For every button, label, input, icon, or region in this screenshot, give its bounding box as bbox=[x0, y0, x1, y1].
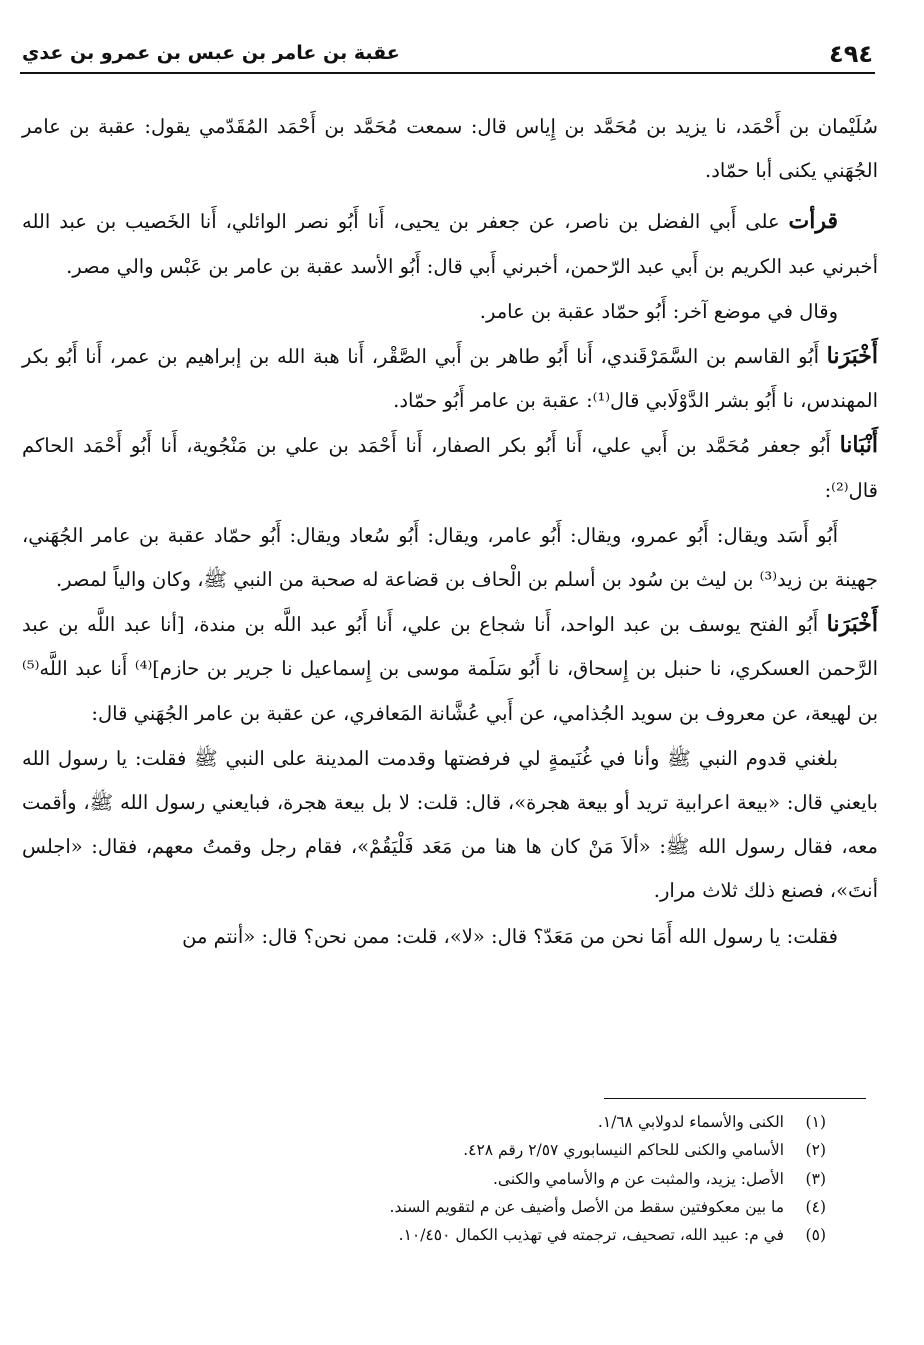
paragraph-text: بلغني قدوم النبي ﷺ وأنا في غُنَيمةٍ لي فرفضتها وقدمت المدينة على النبي ﷺ فقلت: يا رسول الله بايعني قال: «بيعة اعرابية تريد أو بيعة هجرة»، قال: قلت: لا بل بيعة هجرة، فبايعني رسول الله ﷺ، وأقمت معه، فقال رسول الله ﷺ: «ألاَ مَنْ كان ها هنا من مَعَد فَلْيَقُمْ»، فقام رجل وقمتُ معهم، فقال: «اجلس أنتَ»، فصنع ذلك ثلاث مرار. bbox=[22, 746, 878, 903]
footnote-number: (٢) bbox=[805, 1141, 826, 1160]
footnote-number: (٥) bbox=[805, 1226, 826, 1245]
paragraph-text: أَبُو أَسَد ويقال: أَبُو عمرو، ويقال: أَبُو عامر، ويقال: أَبُو سُعاد ويقال: أَبُو حمّاد عقبة بن عامر الجُهَني، جهينة بن زيد⁽³⁾ بن ليث بن سُود بن أسلم بن الْحاف بن قضاعة له صحبة من النبي ﷺ، وكان والياً لمصر. bbox=[22, 523, 878, 592]
footnote-1 bbox=[66, 1108, 826, 1136]
page-header bbox=[20, 38, 875, 74]
paragraph-1 bbox=[22, 104, 878, 193]
page-number: ٤٩٤ bbox=[829, 40, 873, 68]
paragraph-text: أَبُو الفتح يوسف بن عبد الواحد، أَنا شجاع بن علي، أَنا أَبُو عبد اللَّه بن مندة، [أنا عبد اللَّه بن عبد الرَّحمن العسكري، نا حنبل بن إِسحاق، نا أَبُو سَلَمة موسى بن إِسماعيل نا جرير بن حازم]⁽⁴⁾ أَنا عبد اللَّه⁽⁵⁾ بن لهيعة، عن معروف بن سويد الجُذامي، عن أَبي عُشَّانة المَعافري، عن عقبة بن عامر الجُهَني قال: bbox=[22, 613, 878, 725]
paragraph-9 bbox=[22, 914, 878, 959]
paragraph-4 bbox=[22, 334, 878, 423]
paragraph-lead: أَخْبَرَنا bbox=[826, 343, 878, 370]
footnote-4 bbox=[66, 1193, 826, 1221]
footnote-text: الكنى والأسماء لدولابي ١/٦٨. bbox=[597, 1113, 784, 1131]
paragraph-7 bbox=[22, 602, 878, 736]
footnote-text: الأصل: يزيد، والمثبت عن م والأسامي والكنى. bbox=[492, 1169, 784, 1188]
footnote-text: الأسامي والكنى للحاكم النيسابوري ٢/٥٧ رقم ٤٢٨. bbox=[463, 1141, 784, 1160]
paragraph-lead: أَخْبَرَنا bbox=[826, 611, 878, 638]
paragraph-8 bbox=[22, 736, 878, 914]
footnote-number: (٤) bbox=[805, 1197, 826, 1216]
footnote-number: (٣) bbox=[805, 1169, 826, 1188]
paragraph-2 bbox=[22, 199, 878, 288]
footnote-text: في م: عبيد الله، تصحيف، ترجمته في تهذيب الكمال ١٠/٤٥٠. bbox=[398, 1226, 784, 1245]
paragraph-3 bbox=[22, 289, 878, 334]
main-text bbox=[22, 104, 878, 959]
footnote-text: ما بين معكوفتين سقط من الأصل وأضيف عن م لتقويم السند. bbox=[389, 1197, 784, 1216]
paragraph-text: أَبُو القاسم بن السَّمَرْقَندي، أَنا أَبُو طاهر بن أَبي الصَّقْر، أَنا هبة الله بن إبراهيم بن عمر، أَنا أَبُو بكر المهندس، نا أَبُو بشر الدَّوْلَابي قال⁽¹⁾: عقبة بن عامر أَبُو حمّاد. bbox=[22, 345, 878, 413]
footnote-5 bbox=[66, 1221, 826, 1249]
running-title: عقبة بن عامر بن عبس بن عمرو بن عدي bbox=[22, 42, 400, 64]
paragraph-text: على أَبي الفضل بن ناصر، عن جعفر بن يحيى، أَنا أَبُو نصر الوائلي، أَنا الخَصيب بن عبد الله أخبرني عبد الكريم بن أَبي عبد الرّحمن، أخبرني أَبي قال: أَبُو الأسد عقبة بن عامر بن عَبْس والي مصر. bbox=[22, 210, 878, 278]
paragraph-text: أَبُو جعفر مُحَمَّد بن أَبي علي، أَنا أَبُو بكر الصفار، أَنا أَحْمَد بن علي بن مَنْجُوية، أَنا أَبُو أَحْمَد الحاكم قال⁽²⁾: bbox=[22, 434, 878, 502]
paragraph-6 bbox=[22, 513, 878, 602]
paragraph-lead: أَنْبَانا bbox=[839, 432, 878, 459]
footnote-3 bbox=[66, 1165, 826, 1193]
footnotes bbox=[66, 1108, 826, 1249]
paragraph-text: سُلَيْمان بن أَحْمَد، نا يزيد بن مُحَمَّد بن إِياس قال: سمعت مُحَمَّد بن أَحْمَد المُقَدّمي يقول: عقبة بن عامر الجُهَني يكنى أبا حمّاد. bbox=[22, 115, 878, 183]
footnote-2 bbox=[66, 1136, 826, 1164]
footnote-number: (١) bbox=[805, 1113, 826, 1131]
paragraph-text: فقلت: يا رسول الله أَمَا نحن من مَعَدّ؟ قال: «لا»، قلت: ممن نحن؟ قال: «أنتم من bbox=[182, 924, 838, 948]
paragraph-5 bbox=[22, 423, 878, 512]
paragraph-text: وقال في موضع آخر: أَبُو حمّاد عقبة بن عامر. bbox=[479, 299, 838, 323]
footnote-separator bbox=[604, 1098, 866, 1099]
paragraph-lead: قرأت bbox=[788, 208, 838, 235]
